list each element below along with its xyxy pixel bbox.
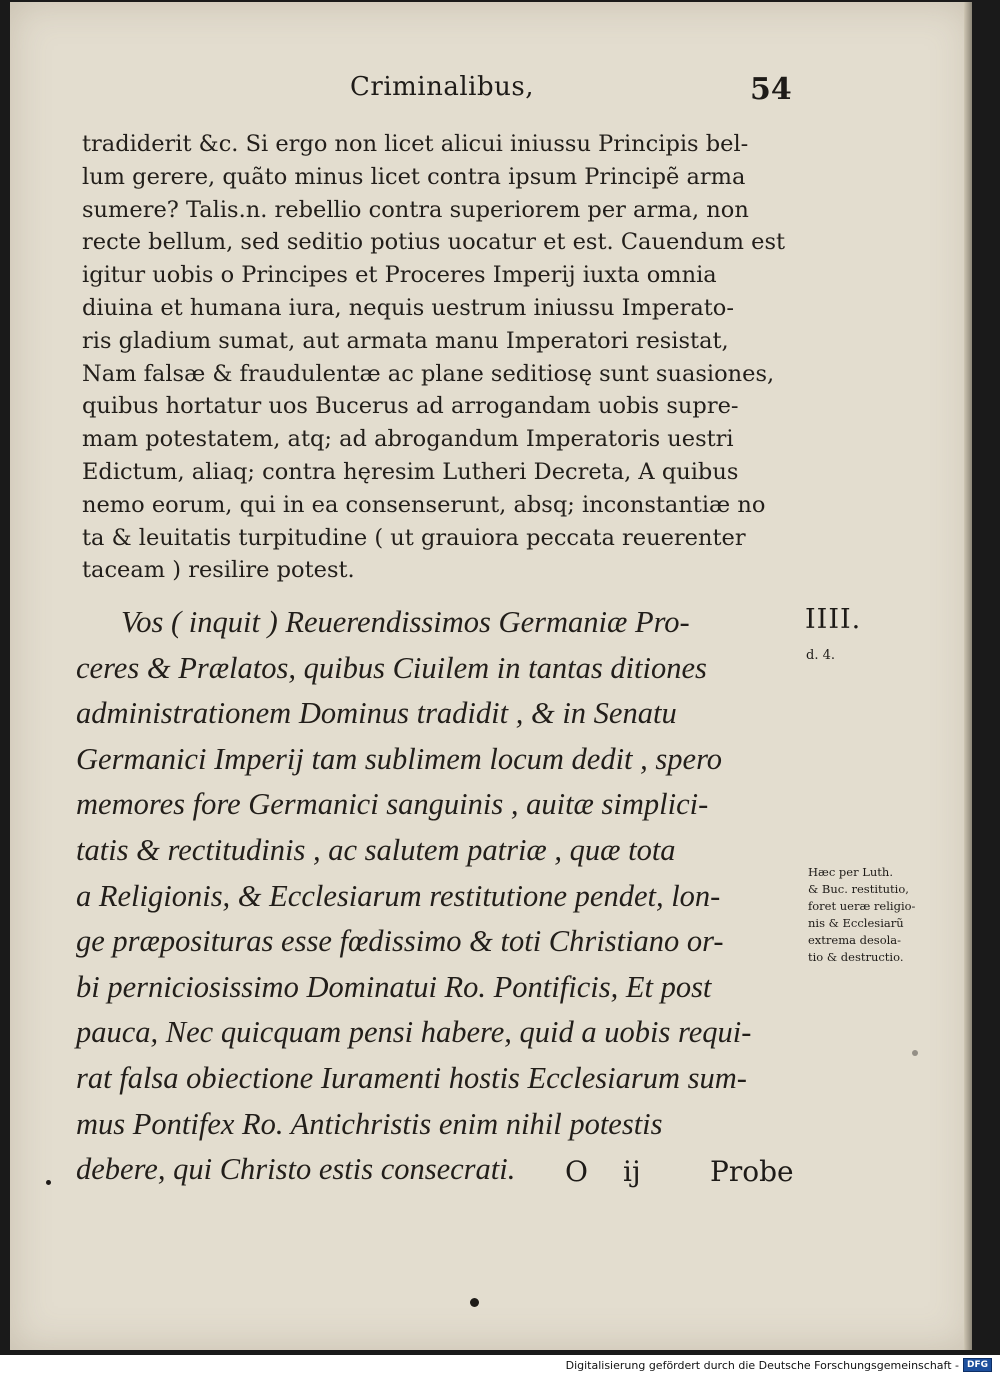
text-line: Germanici Imperij tam sublimem locum dedit , spero bbox=[76, 741, 723, 776]
text-line: a Religionis, & Ecclesiarum restitutione pendet, lon- bbox=[76, 878, 721, 913]
gloss-line: nis & Ecclesiarũ bbox=[808, 916, 904, 930]
text-line: mus Pontifex Ro. Antichristis enim nihil potestis bbox=[76, 1106, 663, 1141]
text-line: quibus hortatur uos Bucerus ad arrogandam uobis supre- bbox=[82, 393, 739, 420]
text-line: taceam ) resilire potest. bbox=[82, 557, 355, 584]
running-head: Criminalibus, bbox=[350, 72, 534, 102]
text-line: ceres & Prælatos, quibus Ciuilem in tantas ditiones bbox=[76, 650, 707, 685]
page-number: 54 bbox=[750, 72, 792, 107]
text-line: tatis & rectitudinis , ac salutem patriæ , quæ tota bbox=[76, 832, 676, 867]
text-line: bi perniciosissimo Dominatui Ro. Pontificis, Et post bbox=[76, 969, 712, 1004]
text-line: ris gladium sumat, aut armata manu Imperatori resistat, bbox=[82, 327, 729, 354]
ink-speck bbox=[470, 1298, 479, 1307]
gloss-line: Hæc per Luth. bbox=[808, 865, 893, 879]
text-line: nemo eorum, qui in ea consenserunt, absq; inconstantiæ no bbox=[82, 491, 766, 518]
text-line: recte bellum, sed seditio potius uocatur et est. Cauendum est bbox=[82, 229, 786, 256]
dfg-logo-icon: DFG bbox=[963, 1358, 992, 1372]
footer-credit: Digitalisierung gefördert durch die Deutsche Forschungsgemeinschaft - bbox=[565, 1358, 959, 1372]
page-edge bbox=[964, 2, 972, 1350]
text-line: Nam falsæ & fraudulentæ ac plane seditiosę sunt suasiones, bbox=[82, 360, 775, 387]
text-line: diuina et humana iura, nequis uestrum iniussu Imperato- bbox=[82, 294, 734, 321]
text-line: ge præposituras esse fœdissimo & toti Christiano or- bbox=[76, 924, 724, 959]
text-line: lum gerere, quãto minus licet contra ipsum Principẽ arma bbox=[82, 163, 746, 190]
gloss-line: extrema desola- bbox=[808, 933, 902, 947]
text-line: Vos ( inquit ) Reuerendissimos Germaniæ Pro- bbox=[121, 605, 690, 639]
text-line: memores fore Germanici sanguinis , auitæ simplici- bbox=[76, 787, 709, 822]
text-line: ta & leuitatis turpitudine ( ut grauiora peccata reuerenter bbox=[82, 524, 746, 551]
margin-subnote: d. 4. bbox=[806, 648, 835, 663]
gloss-line: foret ueræ religio- bbox=[808, 899, 916, 913]
gloss-line: & Buc. restitutio, bbox=[808, 882, 909, 896]
text-line: sumere? Talis.n. rebellio contra superiorem per arma, non bbox=[82, 196, 749, 223]
text-line: igitur uobis o Principes et Proceres Imperij iuxta omnia bbox=[82, 262, 717, 289]
text-line: administrationem Dominus tradidit , & in Senatu bbox=[76, 696, 677, 731]
text-line: rat falsa obiectione Iuramenti hostis Ecclesiarum sum- bbox=[76, 1060, 747, 1095]
ink-speck bbox=[46, 1180, 51, 1185]
signature-mark: O bbox=[565, 1155, 588, 1188]
signature-number: ij bbox=[623, 1155, 641, 1188]
text-line: pauca, Nec quicquam pensi habere, quid a uobis requi- bbox=[76, 1015, 752, 1050]
ink-speck bbox=[912, 1050, 918, 1056]
text-line: tradiderit &c. Si ergo non licet alicui iniussu Principis bel- bbox=[82, 131, 749, 157]
margin-numeral: IIII. bbox=[805, 604, 862, 635]
text-line: Edictum, aliaq; contra hęresim Lutheri Decreta, A quibus bbox=[82, 458, 739, 485]
text-line: debere, qui Christo estis consecrati. bbox=[76, 1152, 516, 1187]
margin-gloss bbox=[808, 864, 938, 966]
roman-text-block bbox=[82, 128, 802, 587]
digitization-footer bbox=[566, 1358, 992, 1372]
italic-quotation-block bbox=[76, 600, 806, 1193]
text-line: mam potestatem, atq; ad abrogandum Imperatoris uestri bbox=[82, 426, 734, 453]
catchword: Probe bbox=[710, 1155, 794, 1188]
gloss-line: tio & destructio. bbox=[808, 950, 904, 964]
